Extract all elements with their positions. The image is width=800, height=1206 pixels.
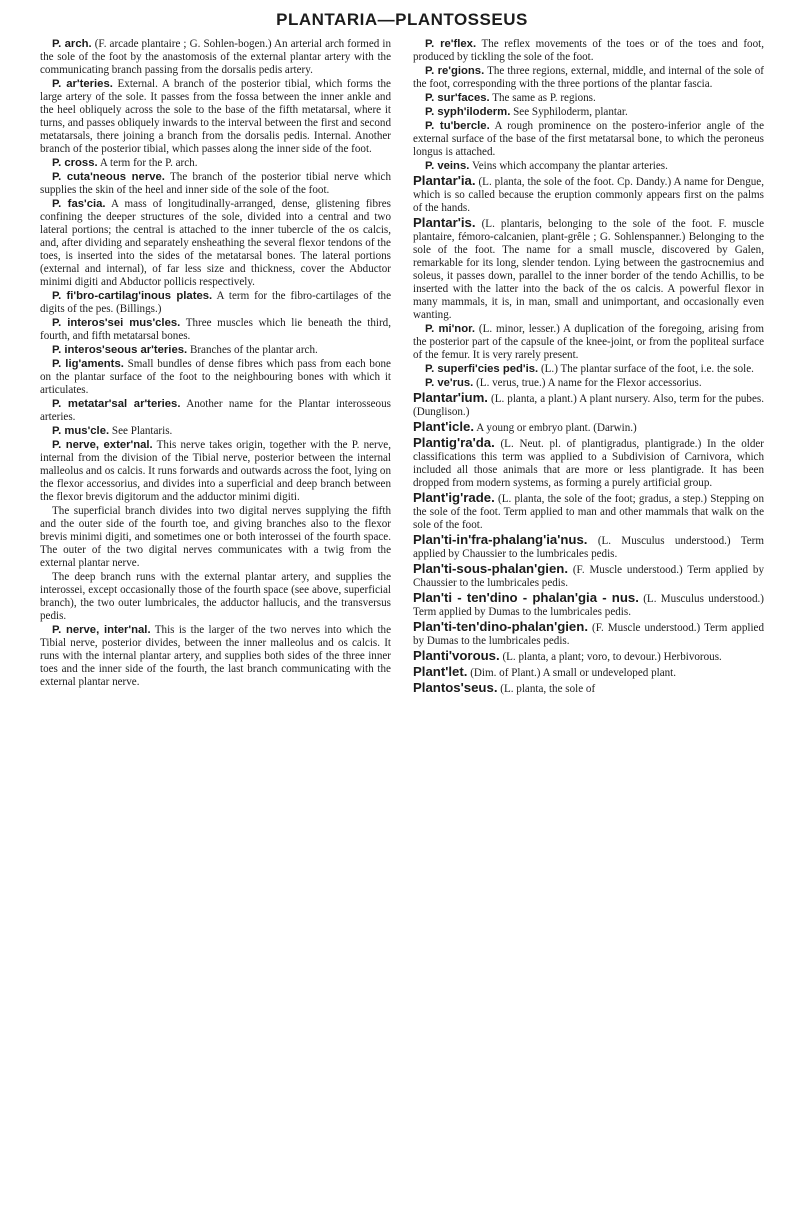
entry-definition: External. A branch of the posterior tibial, which forms the large artery of the sole. It passes from the fossa between the inner ankle and the heel obliquely across the sole to the base of the fifth metatarsal, where it turns, and passes obliquely inwards to the interval between the first and second metatarsals, there joining a branch from the dorsalis pedis. Internal. Another branch of the posterior tibial, which passes along the inner side of the foot. [40, 78, 391, 155]
dictionary-entry [40, 198, 391, 289]
entry-headword: Plan'ti-ten'dino-phalan'gien. [413, 619, 588, 634]
entry-definition: Small bundles of dense fibres which pass from each bone on the plantar surface of the foot to the neighbouring bones with which it articulates. [40, 358, 391, 396]
entry-definition: (L. minor, lesser.) A duplication of the foregoing, arising from the posterior part of the capsule of the knee-joint, or from the popliteal surface of the femur. It is very rarely present. [413, 323, 764, 361]
entry-definition: A young or embryo plant. (Darwin.) [476, 422, 637, 434]
dictionary-entry [413, 216, 764, 322]
entry-definition: (L. Neut. pl. of plantigradus, plantigrade.) In the older classifications this term was applied to a Subdivision of Carnivora, which included all those animals that are more or less plantigrade. It has been dropped from modern systems, as forming a purely artificial group. [413, 438, 764, 489]
entry-definition: (L. planta, the sole of the foot. Cp. Dandy.) A name for Dengue, which is so called because the eruption commonly appears first on the palms of the hands. [413, 176, 764, 214]
entry-definition: A term for the fibro-cartilages of the digits of the pes. (Billings.) [40, 290, 391, 315]
entry-headword: P. cuta'neous nerve. [52, 171, 165, 183]
entry-headword: P. interos'sei mus'cles. [52, 317, 181, 329]
entry-headword: P. tu'bercle. [425, 120, 490, 132]
entry-headword: P. interos'seous ar'teries. [52, 344, 188, 356]
entry-definition: Three muscles which lie beneath the third, fourth, and fifth metatarsal bones. [40, 317, 391, 342]
entry-definition: A rough prominence on the postero-inferior angle of the external surface of the base of the first metatarsal bone, to which the peroneus longus is attached. [413, 120, 764, 158]
entry-definition: (F. Muscle understood.) Term applied by Chaussier to the lumbricales pedis. [413, 564, 764, 589]
dictionary-entry [40, 571, 391, 623]
entry-headword: P. fi'bro-cartilag'inous plates. [52, 290, 213, 302]
dictionary-entry [413, 436, 764, 490]
entry-headword: P. mi'nor. [425, 323, 476, 335]
dictionary-entry [40, 439, 391, 504]
entry-definition: The deep branch runs with the external plantar artery, and supplies the interossei, except occasionally those of the fourth space (see above, superficial branch), the two outer lumbricales, the adductor hallucis, and the transversus pedis. [40, 571, 391, 622]
entry-definition: The superficial branch divides into two digital nerves supplying the fifth and the outer side of the fourth toe, and giving branches also to the flexor brevis minimi digiti, and sometimes one or both interossei of the fourth space. The outer of the two digital nerves communicates with a twig from the external plantar nerve. [40, 505, 391, 569]
entry-definition: (Dim. of Plant.) A small or undeveloped plant. [470, 667, 677, 679]
dictionary-entry [413, 323, 764, 362]
dictionary-entry [413, 391, 764, 419]
dictionary-entry [40, 425, 391, 438]
entry-definition: (F. Muscle understood.) Term applied by Dumas to the lumbricales pedis. [413, 622, 764, 647]
dictionary-entry [413, 65, 764, 91]
entry-definition: A term for the P. arch. [99, 157, 198, 169]
entry-headword: Plantig'ra'da. [413, 435, 495, 450]
entry-definition: See Syphiloderm, plantar. [513, 106, 628, 118]
entry-definition: (L. planta, the sole of the foot; gradus, a step.) Stepping on the sole of the foot. Term applied to man and other mammals that walk on the sole of the foot. [413, 493, 764, 531]
entry-headword: P. arch. [52, 38, 92, 50]
entry-headword: Planti'vorous. [413, 648, 500, 663]
dictionary-entry [413, 533, 764, 561]
entry-headword: P. superfi'cies ped'is. [425, 363, 539, 375]
dictionary-entry [40, 157, 391, 170]
entry-headword: P. re'gions. [425, 65, 485, 77]
dictionary-entry [40, 398, 391, 424]
entry-headword: P. veins. [425, 160, 470, 172]
entry-definition: Branches of the plantar arch. [189, 344, 318, 356]
dictionary-entry [40, 171, 391, 197]
entry-headword: P. cross. [52, 157, 98, 169]
dictionary-entry [413, 420, 764, 435]
entry-headword: P. nerve, inter'nal. [52, 624, 151, 636]
entry-headword: Plant'icle. [413, 419, 475, 434]
dictionary-entry [40, 317, 391, 343]
entry-definition: (L. planta, the sole of [500, 683, 596, 695]
dictionary-entry [413, 681, 764, 696]
entry-headword: Plant'ig'rade. [413, 490, 495, 505]
entry-headword: P. fas'cia. [52, 198, 106, 210]
entry-definition: See Plantaris. [111, 425, 173, 437]
entry-headword: Plantos'seus. [413, 680, 498, 695]
entry-headword: Plan'ti-sous-phalan'gien. [413, 561, 569, 576]
dictionary-entry [413, 174, 764, 215]
left-column [40, 38, 391, 697]
dictionary-entry [40, 344, 391, 357]
dictionary-entry [413, 491, 764, 532]
entry-definition: (L. Musculus understood.) Term applied by Chaussier to the lumbricales pedis. [413, 535, 764, 560]
entry-headword: Plant'let. [413, 664, 468, 679]
entry-headword: P. mus'cle. [52, 425, 110, 437]
dictionary-entry [413, 160, 764, 173]
entry-headword: P. re'flex. [425, 38, 477, 50]
entry-headword: Plantar'ia. [413, 173, 476, 188]
entry-definition: (L.) The plantar surface of the foot, i.e. the sole. [540, 363, 754, 375]
entry-headword: Plantar'is. [413, 215, 476, 230]
dictionary-entry [413, 649, 764, 664]
entry-definition: A mass of longitudinally-arranged, dense, glistening fibres confining the deeper structures of the sole, divided into a central and two lateral portions; the central is attached to the inner tubercle of the os calcis, and, after dividing and separately ensheathing the several flexor tendons of the toes, is inserted into the sides of the metatarsal bones. The lateral portions (external and internal), of far less size and thickness, cover the Abductor minimi digiti and Abductor pollicis respectively. [40, 198, 391, 288]
entry-headword: P. ar'teries. [52, 78, 113, 90]
dictionary-entry [40, 505, 391, 570]
entry-definition: (L. planta, a plant; voro, to devour.) Herbivorous. [502, 651, 722, 663]
entry-headword: Plantar'ium. [413, 390, 488, 405]
entry-headword: P. sur'faces. [425, 92, 490, 104]
entry-headword: P. metatar'sal ar'teries. [52, 398, 181, 410]
running-head: PLANTARIA—PLANTOSSEUS [276, 10, 528, 29]
entry-definition: Veins which accompany the plantar arteries. [471, 160, 668, 172]
entry-headword: P. lig'aments. [52, 358, 124, 370]
entry-headword: P. nerve, exter'nal. [52, 439, 153, 451]
entry-headword: P. syph'iloderm. [425, 106, 511, 118]
entry-definition: Another name for the Plantar interosseous arteries. [40, 398, 391, 423]
entry-definition: (L. verus, true.) A name for the Flexor accessorius. [476, 377, 702, 389]
two-column-body [40, 38, 764, 697]
entry-definition: This is the larger of the two nerves into which the Tibial nerve, posterior divides, between the inner malleolus and os calcis. It runs with the internal plantar artery, and supplies both sides of the three inner toes and the inner side of the fourth, the last branch communicating with the external plantar nerve. [40, 624, 392, 688]
dictionary-entry [413, 106, 764, 119]
dictionary-entry [40, 78, 391, 156]
entry-headword: Plan'ti-in'fra-phalang'ia'nus. [413, 532, 588, 547]
right-column [413, 38, 764, 697]
dictionary-entry [413, 377, 764, 390]
dictionary-entry [40, 624, 391, 689]
entry-headword: Plan'ti - ten'dino - phalan'gia - nus. [413, 590, 639, 605]
dictionary-entry [413, 363, 764, 376]
entry-definition: The three regions, external, middle, and internal of the sole of the foot, corresponding with the three portions of the plantar fascia. [413, 65, 764, 90]
entry-definition: The reflex movements of the toes or of the toes and foot, produced by tickling the sole of the foot. [413, 38, 765, 63]
entry-definition: (F. arcade plantaire ; G. Sohlen-bogen.) An arterial arch formed in the sole of the foot by the anastomosis of the external plantar artery with the communicating branch passing from the dorsalis pedis artery. [40, 38, 391, 76]
dictionary-entry [413, 92, 764, 105]
dictionary-entry [413, 562, 764, 590]
dictionary-entry [413, 620, 764, 648]
dictionary-entry [413, 665, 764, 680]
dictionary-entry [413, 120, 764, 159]
dictionary-entry [40, 290, 391, 316]
entry-headword: P. ve'rus. [425, 377, 474, 389]
dictionary-entry [40, 358, 391, 397]
entry-definition: (L. Musculus understood.) Term applied by Dumas to the lumbricales pedis. [413, 593, 764, 618]
dictionary-entry [413, 591, 764, 619]
entry-definition: (L. plantaris, belonging to the sole of the foot. F. muscle plantaire, fémoro-calcanien, plant-grêle ; G. Sohlenspanner.) Belonging to the sole of the foot. The name for a small muscle, discovered by Galen, remarkable for its long, slender tendon. Lying between the gastrocnemius and soleus, it passes down, parallel to the inner border of the tendo Achillis, to be inserted with the latter into the back of the os calcis. A powerful flexor in many mammals, it is, in man, small and unimportant, and occasionally even wanting. [413, 218, 764, 321]
dictionary-entry [40, 38, 391, 77]
entry-definition: The branch of the posterior tibial nerve which supplies the skin of the heel and inner side of the sole of the foot. [40, 171, 391, 196]
dictionary-entry [413, 38, 764, 64]
entry-definition: The same as P. regions. [492, 92, 596, 104]
entry-definition: This nerve takes origin, together with the P. nerve, internal from the division of the Tibial nerve, posterior between the internal malleolus and os calcis. It runs forwards and outwards across the foot, lying on the flexor accessorius, and divides into a superficial and deep branch between the flexor brevis digitorum and the adductor minimi digiti. [40, 439, 391, 503]
entry-definition: (L. planta, a plant.) A plant nursery. Also, term for the pubes. (Dunglison.) [413, 393, 764, 418]
